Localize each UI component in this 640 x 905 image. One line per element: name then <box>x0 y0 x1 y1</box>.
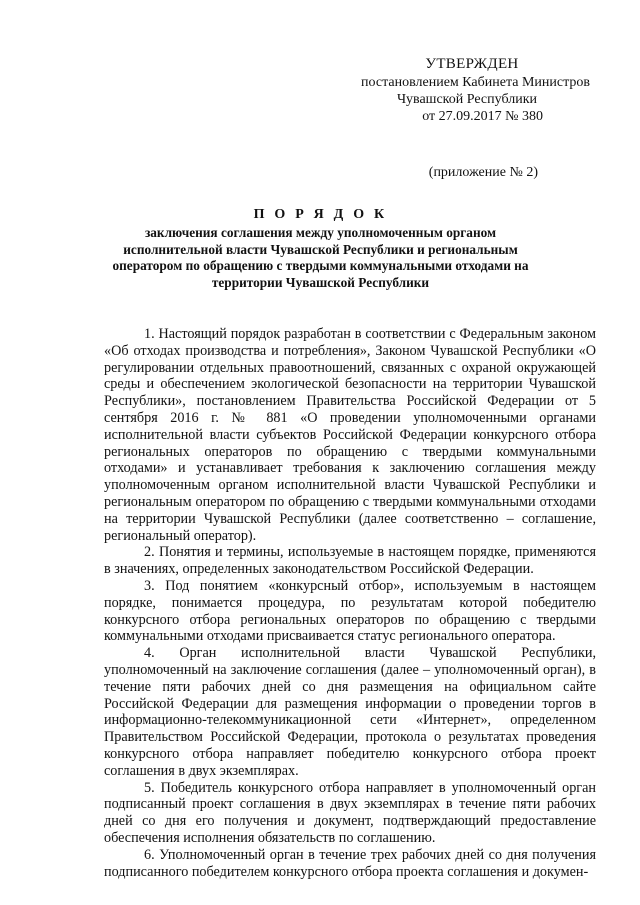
paragraph-4: 4. Орган исполнительной власти Чувашской Республики, уполномоченный на заключение соглашения (далее – уполномоченный орган), в течение пяти рабочих дней со дня размещения на официальном сайте Российской Федерации для размещения информации о проведении торгов в информационно-телекоммуникационной сети «Интернет», определенном Правительством Российской Федерации, протокола о результатах проведения конкурсного отбора направляет победителю конкурсного отбора проект соглашения в двух экземплярах. <box>104 645 596 779</box>
appendix-label: (приложение № 2) <box>428 165 538 180</box>
approval-title: УТВЕРЖДЕН <box>425 56 519 72</box>
approval-republic: Чувашской Республики <box>396 92 537 107</box>
approval-date-number: от 27.09.2017 № 380 <box>422 109 543 124</box>
document-title <box>104 207 537 291</box>
document-heading: П О Р Я Д О К <box>253 207 388 222</box>
paragraph-1: 1. Настоящий порядок разработан в соответствии с Федеральным законом «Об отходах производства и потребления», Законом Чувашской Республики «О регулировании отдельных правоотношений, связанных с охраной окружающей среды и обеспечением экологической безопасности на территории Чувашской Республики», постановлением Правительства Российской Федерации от 5 сентября 2016 г. № 881 «О проведении уполномоченными органами исполнительной власти субъектов Российской Федерации конкурсного отбора региональных операторов по обращению с твердыми коммунальными отходами» и устанавливает требования к заключению соглашения между уполномоченным органом исполнительной власти Чувашской Республики и региональным оператором по обращению с твердыми коммунальными отходами на территории Чувашской Республики (далее соответственно – соглашение, региональный оператор). <box>104 326 596 544</box>
document-subtitle: заключения соглашения между уполномоченным органом исполнительной власти Чувашской Республики и региональным оператором по обращению с твердыми коммунальными отходами на территории Чувашской Республики <box>112 225 529 290</box>
document-body <box>104 326 596 880</box>
paragraph-5: 5. Победитель конкурсного отбора направляет в уполномоченный орган подписанный проект соглашения в двух экземплярах в течение пяти рабочих дней со дня его получения и документ, подтверждающий предоставление обеспечения исполнения обязательств по соглашению. <box>104 779 596 846</box>
paragraph-2: 2. Понятия и термины, используемые в настоящем порядке, применяются в значениях, определенных законодательством Российской Федерации. <box>104 544 596 578</box>
approval-stamp <box>340 56 590 125</box>
paragraph-3: 3. Под понятием «конкурсный отбор», используемым в настоящем порядке, понимается процедура, по результатам которой победителю конкурсного отбора региональных операторов по обращению с твердыми коммунальными отходами присваивается статус регионального оператора. <box>104 577 596 645</box>
paragraph-6: 6. Уполномоченный орган в течение трех рабочих дней со дня получения подписанного победителем конкурсного отбора проекта соглашения и докумен- <box>104 846 596 880</box>
approval-issuer: постановлением Кабинета Министров <box>361 75 590 90</box>
